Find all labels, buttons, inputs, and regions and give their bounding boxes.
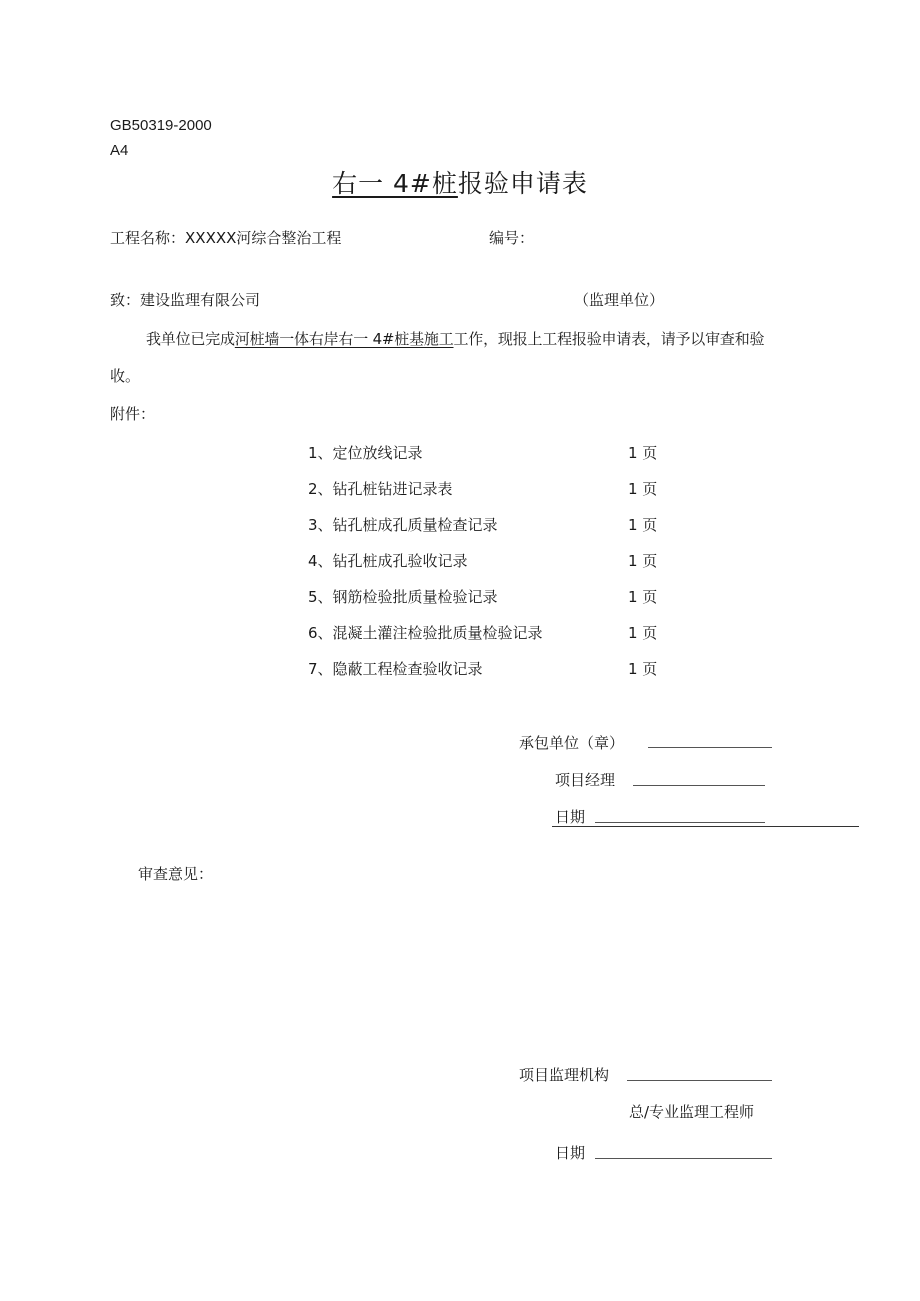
body-rest: 工作，现报上工程报验申请表，请予以审查和验 — [453, 330, 765, 348]
body-continuation: 收。 — [110, 367, 141, 385]
page-title — [0, 168, 920, 200]
attachment-pages: 1 页 — [628, 516, 658, 534]
project-manager-signature-line[interactable] — [633, 785, 765, 786]
attachment-item — [308, 658, 668, 678]
form-code: A4 — [110, 142, 129, 159]
supervisor-date-line[interactable] — [595, 1158, 772, 1159]
title-form-name: 报验申请表 — [457, 169, 588, 198]
project-number-label: 编号： — [489, 229, 535, 247]
project-manager-label: 项目经理 — [555, 771, 616, 789]
supervision-org-label: 项目监理机构 — [519, 1066, 610, 1084]
attachment-name: 3、钻孔桩成孔质量检查记录 — [308, 516, 498, 534]
attachment-item — [308, 622, 668, 642]
title-pile-id: 右一 4#桩 — [332, 169, 458, 198]
supervising-engineer-label: 总/专业监理工程师 — [629, 1103, 755, 1121]
standard-code: GB50319-2000 — [110, 117, 212, 134]
attachment-name: 2、钻孔桩钻进记录表 — [308, 480, 453, 498]
attachment-item — [308, 442, 668, 462]
recipient-role: （监理单位） — [574, 291, 665, 309]
project-name-row — [110, 227, 341, 248]
attachment-name: 4、钻孔桩成孔验收记录 — [308, 552, 468, 570]
recipient-row — [110, 289, 260, 310]
attachment-item — [308, 586, 668, 606]
attachment-item — [308, 478, 668, 498]
attachment-pages: 1 页 — [628, 552, 658, 570]
attachment-item — [308, 514, 668, 534]
project-name-value: XXXXX河综合整治工程 — [185, 229, 342, 247]
attachments-label: 附件： — [110, 405, 156, 423]
supervision-org-signature-line[interactable] — [627, 1080, 772, 1081]
attachment-name: 7、隐蔽工程检查验收记录 — [308, 660, 483, 678]
attachment-name: 1、定位放线记录 — [308, 444, 423, 462]
attachment-pages: 1 页 — [628, 444, 658, 462]
recipient-value: 建设监理有限公司 — [140, 291, 261, 309]
contractor-date-label: 日期 — [555, 808, 586, 826]
attachment-name: 6、混凝土灌注检验批质量检验记录 — [308, 624, 543, 642]
body-lead: 我单位已完成 — [146, 330, 235, 348]
contractor-unit-signature-line[interactable] — [648, 747, 772, 748]
review-opinion-label: 审查意见： — [138, 865, 214, 883]
attachment-pages: 1 页 — [628, 624, 658, 642]
section-divider — [552, 826, 859, 827]
project-name-label: 工程名称： — [110, 229, 186, 247]
attachment-pages: 1 页 — [628, 480, 658, 498]
attachment-pages: 1 页 — [628, 660, 658, 678]
attachment-name: 5、钢筋检验批质量检验记录 — [308, 588, 498, 606]
contractor-unit-label: 承包单位（章） — [519, 734, 625, 752]
supervisor-date-label: 日期 — [555, 1144, 586, 1162]
attachment-item — [308, 550, 668, 570]
contractor-date-line[interactable] — [595, 822, 765, 823]
body-paragraph — [146, 328, 764, 349]
attachment-pages: 1 页 — [628, 588, 658, 606]
body-work-item: 河桩墙一体右岸右一 4#桩基施工 — [234, 330, 454, 348]
recipient-label: 致： — [110, 291, 141, 309]
